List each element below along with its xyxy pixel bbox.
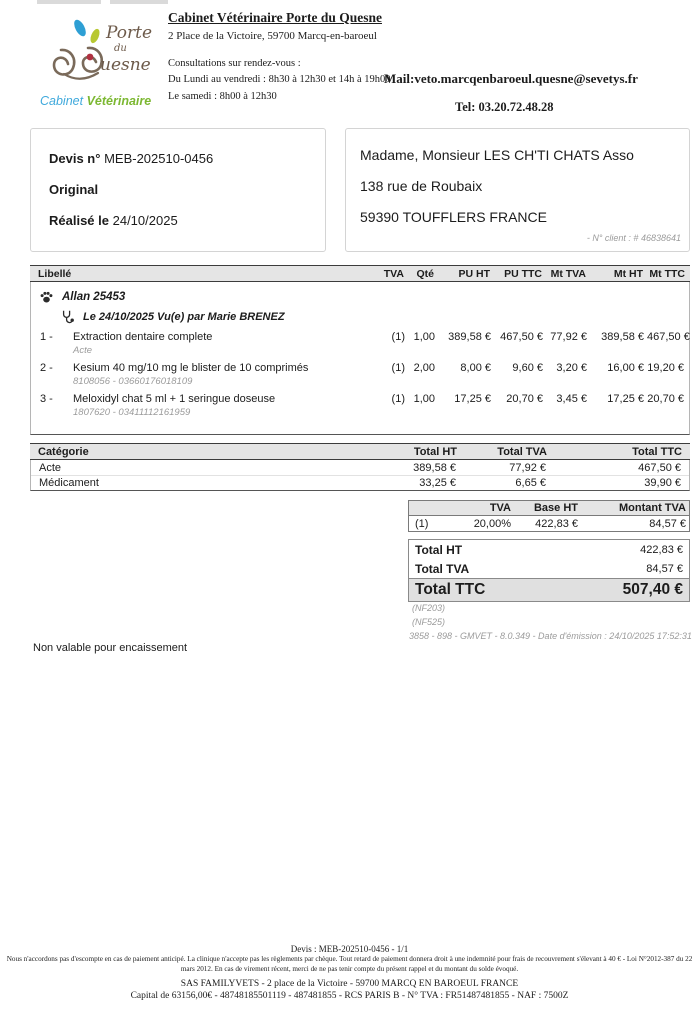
tva-table-row [408,516,690,532]
total-tva-value: 84,57 € [646,562,683,575]
item-qte: 1,00 [413,393,435,405]
devis-number-label: Devis n° [49,151,101,166]
item-label: Kesium 40 mg/10 mg le blister de 10 comprimés [73,362,309,374]
tva-base-ht: 422,83 € [535,517,578,530]
logo-veterinaire-text: Vétérinaire [86,94,152,108]
item-mt-ttc: 467,50 € [647,331,690,343]
total-ttc-row [409,578,689,601]
hours-week: Du Lundi au vendredi : 8h30 à 12h30 et 14h à 19h00 [168,74,391,85]
stethoscope-icon [62,310,74,324]
col-mt-ht: Mt HT [613,267,643,280]
devis-original: Original [49,182,99,197]
visit-text: Le 24/10/2025 Vu(e) par Marie BRENEZ [83,310,285,323]
category-table-header [30,443,690,460]
item-pu-ht: 389,58 € [448,331,491,343]
scan-artifact [37,0,101,4]
logo-swirl-icon [38,12,170,92]
item-row [31,393,689,418]
category-total-ht: 389,58 € [413,461,456,474]
category-total-ttc: 467,50 € [638,461,681,474]
clinic-name: Cabinet Vétérinaire Porte du Quesne [168,10,382,25]
devis-number-line [49,151,213,166]
logo-script-uesne: uesne [100,55,151,75]
total-tva-row [409,559,689,578]
col-libelle: Libellé [38,267,72,280]
item-number: 3 - [40,393,53,405]
tva-code: (1) [415,517,429,530]
col-tva-rate: TVA [489,502,511,514]
col-montant-tva: Montant TVA [618,502,686,514]
logo-script-du: du [114,43,127,54]
note-emission: 3858 - 898 - GMVET - 8.0.349 - Date d'émission : 24/10/2025 17:52:31 [409,631,692,641]
logo-cabinet-text: Cabinet [40,94,84,108]
footer-company-line: SAS FAMILYVETS - 2 place de la Victoire - 59700 MARCQ EN BAROEUL FRANCE [180,979,519,989]
item-pu-ttc: 467,50 € [500,331,543,343]
scan-artifact [110,0,168,4]
item-pu-ttc: 20,70 € [506,393,543,405]
tva-table-header [408,500,690,516]
item-mt-ttc: 20,70 € [647,393,684,405]
category-name: Acte [39,461,62,474]
client-name: Madame, Monsieur LES CH'TI CHATS Asso [360,147,634,163]
items-table-header [30,265,690,282]
item-pu-ht: 17,25 € [454,393,491,405]
hours-saturday: Le samedi : 8h00 à 12h30 [168,91,277,102]
col-mt-tva: Mt TVA [550,267,586,280]
logo-caption [40,94,151,108]
category-total-tva: 77,92 € [509,461,546,474]
category-total-ttc: 39,90 € [644,477,681,489]
item-tva: (1) [391,393,405,405]
totals-box [408,539,690,602]
clinic-phone: Tel: 03.20.72.48.28 [455,100,554,114]
client-info-box [345,128,690,252]
category-name: Médicament [39,477,99,489]
item-qte: 2,00 [413,362,435,374]
item-tva: (1) [391,331,405,343]
paw-icon [40,291,53,303]
item-row [31,331,689,356]
category-total-ht: 33,25 € [419,477,456,489]
col-categorie: Catégorie [38,445,89,458]
col-mt-ttc: Mt TTC [649,267,685,280]
devis-info-box [30,128,326,252]
footer-capital-line: Capital de 63156,00€ - 48748185501119 - 487481855 - RCS PARIS B - N° TVA : FR51487481855 - NAF : 7500Z [130,991,569,1001]
col-pu-ht: PU HT [458,267,490,280]
visit-row [31,308,689,325]
item-mt-ht: 17,25 € [607,393,644,405]
col-total-ht: Total HT [413,445,457,458]
category-row [31,460,689,475]
item-mt-ht: 16,00 € [607,362,644,374]
footer-devis-ref: Devis : MEB-202510-0456 - 1/1 [290,944,409,954]
total-ht-value: 422,83 € [640,543,683,556]
item-number: 1 - [40,331,53,343]
clinic-address: 2 Place de la Victoire, 59700 Marcq-en-baroeul [168,30,377,42]
category-row [31,475,689,490]
clinic-logo [38,12,170,112]
client-address-line1: 138 rue de Roubaix [360,178,483,194]
total-tva-label: Total TVA [415,561,470,576]
hours-intro: Consultations sur rendez-vous : [168,58,301,69]
pet-row [31,289,689,305]
item-mt-ttc: 19,20 € [647,362,684,374]
item-pu-ht: 8,00 € [460,362,491,374]
item-sublabel: 1807620 - 03411112161959 [73,407,191,418]
clinic-email: Mail:veto.marcqenbaroeul.quesne@sevetys.fr [384,71,638,86]
devis-date-value: 24/10/2025 [109,213,178,228]
item-sublabel: 8108056 - 03660176018109 [73,376,193,387]
col-pu-ttc: PU TTC [504,267,542,280]
item-tva: (1) [391,362,405,374]
item-mt-tva: 77,92 € [550,331,587,343]
footer-legal-text: Nous n'accordons pas d'escompte en cas de paiement anticipé. La clinique n'accepte pas les règlements par chèque. Tout retard de paiement donnera droit à une indemnité pour frais de recouvrement s'élevant à 40 € - Loi N°2012-387 du 22 mars 2012. En cas de virement récent, merci de ne pas tenir compte du présent rappel et du montant du solde évoqué. [6,955,693,973]
col-base-ht: Base HT [533,502,578,514]
client-address-line2: 59390 TOUFFLERS FRANCE [360,209,547,225]
total-ttc-label: Total TTC [415,581,486,598]
item-mt-ht: 389,58 € [601,331,644,343]
total-ht-label: Total HT [415,542,463,557]
item-pu-ttc: 9,60 € [512,362,543,374]
item-label: Meloxidyl chat 5 ml + 1 seringue doseuse [73,393,276,405]
col-total-ttc: Total TTC [632,445,682,458]
item-label: Extraction dentaire complete [73,331,213,343]
category-table-body [30,460,690,491]
devis-number-value: MEB-202510-0456 [100,151,214,166]
col-total-tva: Total TVA [497,445,547,458]
item-sublabel: Acte [73,345,93,356]
tva-montant: 84,57 € [649,517,686,530]
pet-name: Allan 25453 [62,291,126,303]
non-valable-text: Non valable pour encaissement [33,642,188,654]
tva-rate: 20,00% [473,517,511,530]
item-mt-tva: 3,20 € [556,362,587,374]
note-nf525: (NF525) [412,617,446,627]
logo-script-porte: Porte [106,23,153,43]
client-number: - N° client : # 46838641 [586,233,681,243]
item-mt-tva: 3,45 € [556,393,587,405]
item-number: 2 - [40,362,53,374]
category-total-tva: 6,65 € [515,477,546,489]
total-ttc-value: 507,40 € [622,581,683,598]
item-qte: 1,00 [413,331,435,343]
items-table-body [30,282,690,435]
item-row [31,362,689,387]
devis-date-label: Réalisé le [49,213,109,228]
devis-date-line [49,213,178,228]
col-qte: Qté [416,267,434,280]
col-tva: TVA [383,267,404,280]
total-ht-row [409,540,689,559]
note-nf203: (NF203) [412,603,446,613]
